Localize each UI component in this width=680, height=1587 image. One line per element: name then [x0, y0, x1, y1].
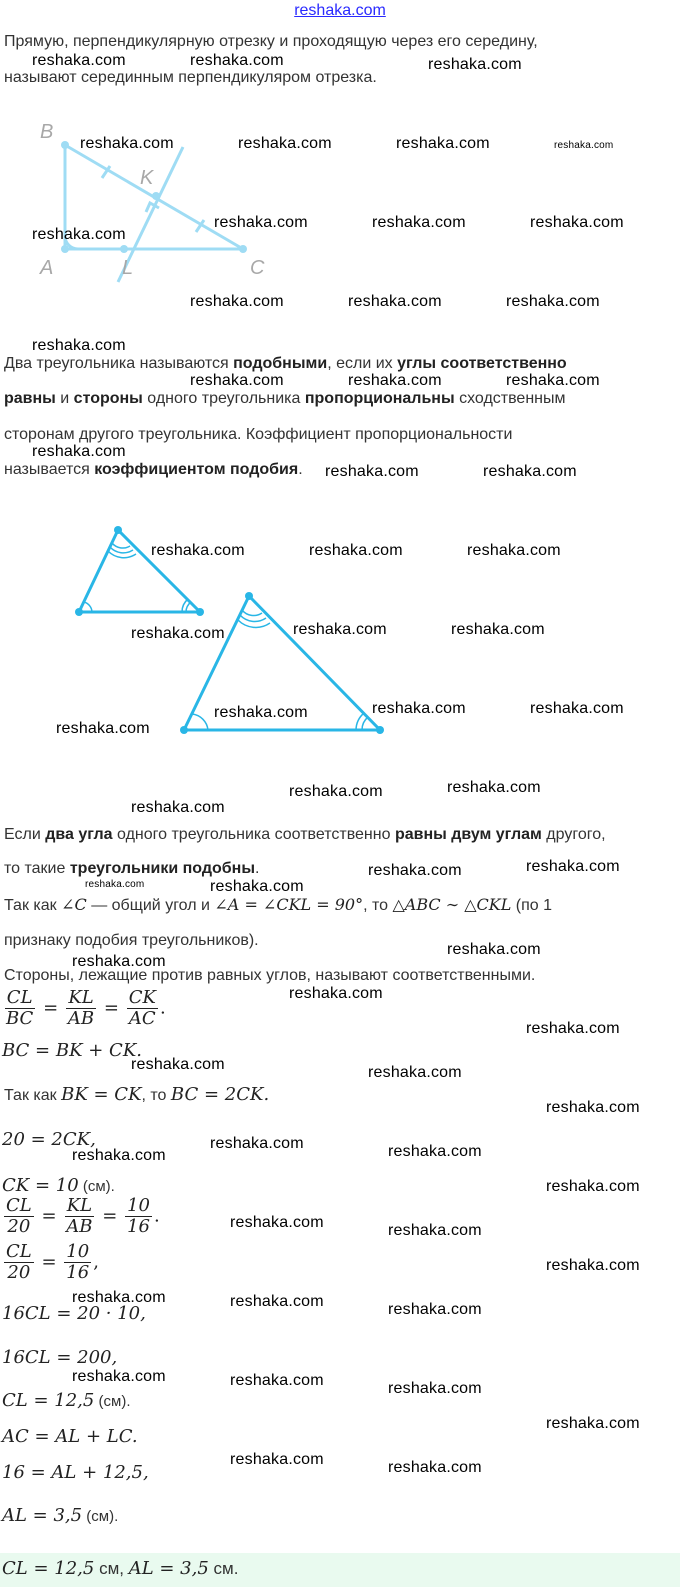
- point-c: [239, 245, 247, 253]
- watermark: reshaka.com: [214, 214, 308, 231]
- ac-sum-line: AC = AL + LC.: [2, 1426, 138, 1447]
- product-line-1: 16CL = 20 · 10,: [2, 1303, 146, 1324]
- watermark: reshaka.com: [447, 779, 541, 796]
- watermark: reshaka.com: [309, 542, 403, 559]
- watermark: reshaka.com: [447, 941, 541, 958]
- watermark: reshaka.com: [483, 463, 577, 480]
- watermark: reshaka.com: [32, 52, 126, 69]
- bc-sum-line: BC = BK + CK.: [2, 1040, 143, 1061]
- watermark: reshaka.com: [467, 542, 561, 559]
- watermark: reshaka.com: [131, 625, 225, 642]
- watermark: reshaka.com: [546, 1415, 640, 1432]
- solution-corresponding-sides: Стороны, лежащие против равных углов, называют соответственными.: [4, 967, 536, 984]
- watermark: reshaka.com: [72, 953, 166, 970]
- label-a: A: [40, 257, 54, 279]
- label-l: L: [122, 257, 134, 279]
- ratio-line-3: $\frac{CL}{20}$ = $\frac{10}{16}$ ,: [6, 1241, 99, 1283]
- watermark: reshaka.com: [530, 700, 624, 717]
- watermark: reshaka.com: [131, 1056, 225, 1073]
- watermark: reshaka.com: [289, 985, 383, 1002]
- site-link[interactable]: reshaka.com: [294, 2, 386, 19]
- al-value-line: AL = 3,5 (см).: [2, 1505, 119, 1526]
- watermark: reshaka.com: [72, 1147, 166, 1164]
- watermark: reshaka.com: [190, 52, 284, 69]
- watermark: reshaka.com: [396, 135, 490, 152]
- watermark: reshaka.com: [546, 1099, 640, 1116]
- ck-value-line: CK = 10 (см).: [2, 1175, 115, 1196]
- point-k: [152, 192, 160, 200]
- label-b: B: [40, 121, 54, 143]
- since-bk-line: Так как BK = CK, то BC = 2CK.: [4, 1084, 270, 1105]
- watermark: reshaka.com: [372, 214, 466, 231]
- solution-since-line: Так как ∠C — общий угол и ∠A = ∠CKL = 90°, то △ABC ∼ △CKL (по 1: [4, 895, 553, 914]
- watermark: reshaka.com: [388, 1380, 482, 1397]
- watermark: reshaka.com: [80, 135, 174, 152]
- watermark: reshaka.com: [388, 1459, 482, 1476]
- watermark: reshaka.com: [230, 1451, 324, 1468]
- watermark: reshaka.com: [190, 293, 284, 310]
- watermark: reshaka.com: [368, 1064, 462, 1081]
- cl-value-line: CL = 12,5 (см).: [2, 1390, 131, 1411]
- watermark: reshaka.com: [32, 337, 126, 354]
- watermark: reshaka.com: [348, 372, 442, 389]
- watermark: reshaka.com: [230, 1214, 324, 1231]
- ratio-line-2: $\frac{CL}{20}$ = $\frac{KL}{AB}$ = $\frac{10}{16}$ .: [6, 1195, 160, 1237]
- watermark: reshaka.com: [325, 463, 419, 480]
- similar-def-line-3: сторонам другого треугольника. Коэффициент пропорциональности: [4, 426, 513, 443]
- point-b: [61, 141, 69, 149]
- ratio-line-1: $\frac{CL}{BC}$ = $\frac{KL}{AB}$ = $\frac{CK}{AC}$ .: [6, 987, 166, 1029]
- watermark: reshaka.com: [190, 372, 284, 389]
- watermark: reshaka.com: [388, 1143, 482, 1160]
- similar-def-line-2: равны и стороны одного треугольника пропорциональны сходственным: [4, 390, 566, 407]
- watermark: reshaka.com: [238, 135, 332, 152]
- definition-line-2: называют серединным перпендикуляром отрезка.: [4, 69, 377, 86]
- criterion-line-1: Если два угла одного треугольника соответственно равны двум углам другого,: [4, 826, 606, 843]
- label-c: C: [250, 257, 265, 279]
- watermark: reshaka.com: [506, 293, 600, 310]
- watermark: reshaka.com: [348, 293, 442, 310]
- watermark: reshaka.com: [32, 226, 126, 243]
- watermark: reshaka.com: [372, 700, 466, 717]
- similar-def-line-1: Два треугольника называются подобными, если их углы соответственно: [4, 355, 567, 372]
- watermark: reshaka.com: [526, 1020, 620, 1037]
- watermark: reshaka.com: [428, 56, 522, 73]
- watermark: reshaka.com: [32, 443, 126, 460]
- watermark: reshaka.com: [546, 1257, 640, 1274]
- watermark: reshaka.com: [151, 542, 245, 559]
- watermark: reshaka.com: [451, 621, 545, 638]
- watermark: reshaka.com: [214, 704, 308, 721]
- watermark: reshaka.com: [210, 878, 304, 895]
- watermark: reshaka.com: [210, 1135, 304, 1152]
- watermark: reshaka.com: [530, 214, 624, 231]
- point-l: [120, 245, 128, 253]
- product-line-2: 16CL = 200,: [2, 1347, 118, 1368]
- label-k: K: [140, 167, 154, 189]
- watermark: reshaka.com: [131, 799, 225, 816]
- eq-20-line: 20 = 2CK,: [2, 1129, 96, 1150]
- watermark: reshaka.com: [388, 1301, 482, 1318]
- watermark: reshaka.com: [368, 862, 462, 879]
- watermark: reshaka.com: [230, 1372, 324, 1389]
- similar-def-line-4: называется коэффициентом подобия.: [4, 461, 303, 478]
- solution-criterion-ref: признаку подобия треугольников).: [4, 932, 259, 949]
- definition-line-1: Прямую, перпендикулярную отрезку и проходящую через его середину,: [4, 33, 538, 50]
- answer-text: CL = 12,5 см, AL = 3,5 см.: [2, 1558, 239, 1579]
- watermark: reshaka.com: [388, 1222, 482, 1239]
- watermark: reshaka.com: [72, 1368, 166, 1385]
- criterion-line-2: то такие треугольники подобны.: [4, 860, 260, 877]
- watermark: reshaka.com: [554, 140, 614, 151]
- watermark: reshaka.com: [293, 621, 387, 638]
- watermark: reshaka.com: [289, 783, 383, 800]
- point-a: [61, 245, 69, 253]
- watermark: reshaka.com: [546, 1178, 640, 1195]
- watermark: reshaka.com: [230, 1293, 324, 1310]
- watermark: reshaka.com: [506, 372, 600, 389]
- watermark: reshaka.com: [85, 879, 145, 890]
- watermark: reshaka.com: [72, 1289, 166, 1306]
- watermark: reshaka.com: [56, 720, 150, 737]
- watermark: reshaka.com: [526, 858, 620, 875]
- substitution-line: 16 = AL + 12,5,: [2, 1462, 149, 1483]
